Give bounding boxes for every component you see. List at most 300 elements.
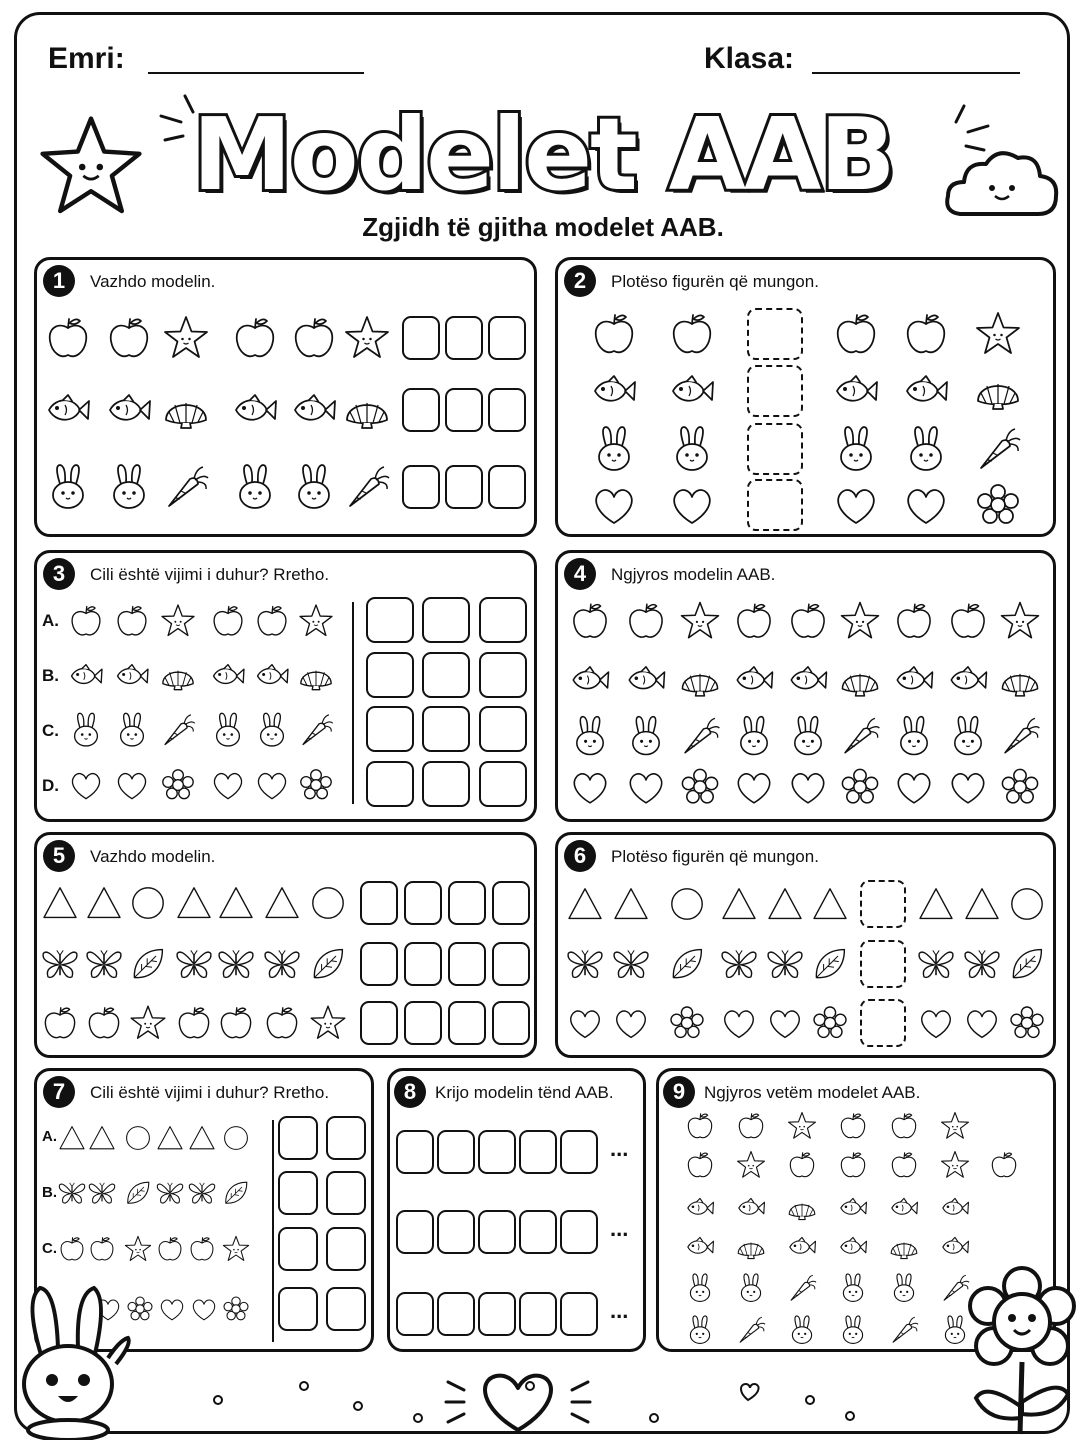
- butterfly-icon: [84, 944, 124, 984]
- leaf-icon: [308, 944, 348, 984]
- apple-icon: [40, 1003, 80, 1043]
- apple-icon: [262, 1003, 302, 1043]
- carrot-icon: [838, 714, 882, 758]
- apple-icon: [786, 1149, 818, 1181]
- apple-icon: [67, 602, 105, 640]
- butterfly-icon: [765, 944, 805, 984]
- carrot-icon: [342, 462, 392, 512]
- create-pattern-box[interactable]: [519, 1210, 557, 1254]
- butterfly-icon: [216, 944, 256, 984]
- create-pattern-box[interactable]: [437, 1292, 475, 1336]
- flower-icon: [838, 765, 882, 809]
- triangle-icon: [916, 884, 956, 924]
- shell-icon: [678, 658, 722, 702]
- shell-icon: [161, 385, 211, 435]
- bunny-icon: [892, 714, 936, 758]
- star-icon: [128, 1003, 168, 1043]
- answer-box[interactable]: [445, 388, 483, 432]
- circle-icon: [128, 883, 168, 923]
- heart-icon: [589, 480, 639, 530]
- flower-icon: [1007, 1003, 1047, 1043]
- star-icon: [308, 1003, 348, 1043]
- butterfly-icon: [57, 1178, 87, 1208]
- butterfly-icon: [40, 944, 80, 984]
- heart-icon: [901, 480, 951, 530]
- apple-icon: [216, 1003, 256, 1043]
- answer-box[interactable]: [402, 465, 440, 509]
- option-label-b: B.: [42, 666, 59, 685]
- create-pattern-box[interactable]: [437, 1210, 475, 1254]
- carrot-icon: [786, 1272, 818, 1304]
- create-pattern-box[interactable]: [396, 1130, 434, 1174]
- page-title: Modelet AAB: [192, 96, 894, 213]
- answer-box[interactable]: [448, 881, 486, 925]
- shell-icon: [735, 1231, 767, 1263]
- triangle-icon: [155, 1123, 185, 1153]
- heart-icon: [765, 1003, 805, 1043]
- class-field[interactable]: [812, 46, 1020, 74]
- apple-icon: [57, 1234, 87, 1264]
- bunny-icon: [589, 424, 639, 474]
- heart-icon: [113, 766, 151, 804]
- triangle-icon: [810, 884, 850, 924]
- section-instruction: Ngjyros vetëm modelet AAB.: [704, 1083, 921, 1102]
- triangle-icon: [187, 1123, 217, 1153]
- section-instruction: Plotëso figurën që mungon.: [611, 272, 819, 291]
- shell-icon: [297, 657, 335, 695]
- fish-icon: [67, 657, 105, 695]
- circle-icon: [221, 1123, 251, 1153]
- missing-figure-box[interactable]: [747, 423, 803, 475]
- leaf-icon: [1007, 944, 1047, 984]
- leaf-icon: [221, 1178, 251, 1208]
- answer-option-box[interactable]: [366, 761, 414, 807]
- create-pattern-box[interactable]: [478, 1292, 516, 1336]
- name-label: Emri:: [48, 42, 125, 75]
- answer-box[interactable]: [488, 465, 526, 509]
- apple-icon: [209, 602, 247, 640]
- continue-dots: ...: [610, 1298, 629, 1323]
- fish-icon: [939, 1192, 971, 1224]
- carrot-icon: [159, 711, 197, 749]
- answer-option-box[interactable]: [326, 1227, 366, 1271]
- apple-icon: [174, 1003, 214, 1043]
- heart-icon: [719, 1003, 759, 1043]
- continue-dots: ...: [610, 1216, 629, 1241]
- section-number: 6: [564, 840, 596, 872]
- apple-icon: [43, 313, 93, 363]
- carrot-icon: [973, 424, 1023, 474]
- section-instruction: Cili është vijimi i duhur? Rretho.: [90, 565, 330, 584]
- option-label-b: B.: [42, 1184, 57, 1201]
- missing-figure-box[interactable]: [860, 940, 906, 988]
- answer-option-box[interactable]: [278, 1287, 318, 1331]
- answer-box[interactable]: [404, 881, 442, 925]
- smiling-flower-icon: [966, 1266, 1078, 1438]
- apple-icon: [684, 1110, 716, 1142]
- answer-option-box[interactable]: [366, 706, 414, 752]
- section-instruction: Plotëso figurën që mungon.: [611, 847, 819, 866]
- answer-option-box[interactable]: [326, 1171, 366, 1215]
- section-number: 3: [43, 558, 75, 590]
- bunny-icon: [837, 1272, 869, 1304]
- fish-icon: [837, 1192, 869, 1224]
- answer-option-box[interactable]: [278, 1171, 318, 1215]
- bunny-icon: [230, 462, 280, 512]
- star-icon: [123, 1234, 153, 1264]
- apple-icon: [624, 599, 668, 643]
- apple-icon: [946, 599, 990, 643]
- leaf-icon: [810, 944, 850, 984]
- triangle-icon: [87, 1123, 117, 1153]
- answer-box[interactable]: [492, 942, 530, 986]
- option-label-a: A.: [42, 611, 59, 630]
- fish-icon: [786, 658, 830, 702]
- fish-icon: [892, 658, 936, 702]
- answer-option-box[interactable]: [366, 597, 414, 643]
- heart-icon: [565, 1003, 605, 1043]
- create-pattern-box[interactable]: [396, 1210, 434, 1254]
- create-pattern-box[interactable]: [437, 1130, 475, 1174]
- answer-box[interactable]: [360, 942, 398, 986]
- leaf-icon: [123, 1178, 153, 1208]
- answer-option-box[interactable]: [479, 597, 527, 643]
- missing-figure-box[interactable]: [860, 999, 906, 1047]
- triangle-icon: [565, 884, 605, 924]
- shell-icon: [888, 1231, 920, 1263]
- create-pattern-box[interactable]: [396, 1292, 434, 1336]
- shell-icon: [973, 366, 1023, 416]
- apple-icon: [589, 309, 639, 359]
- fish-icon: [939, 1231, 971, 1263]
- option-label-c: C.: [42, 721, 59, 740]
- triangle-icon: [57, 1123, 87, 1153]
- butterfly-icon: [611, 944, 651, 984]
- triangle-icon: [262, 883, 302, 923]
- fish-icon: [786, 1231, 818, 1263]
- triangle-icon: [84, 883, 124, 923]
- bunny-icon: [289, 462, 339, 512]
- heart-icon: [946, 765, 990, 809]
- butterfly-icon: [155, 1178, 185, 1208]
- waving-bunny-icon: [4, 1280, 140, 1440]
- smiling-cloud-icon: [942, 140, 1062, 224]
- fish-icon: [230, 385, 280, 435]
- apple-icon: [888, 1149, 920, 1181]
- bunny-icon: [43, 462, 93, 512]
- shell-icon: [838, 658, 882, 702]
- section-number: 9: [663, 1076, 695, 1108]
- section-instruction: Cili është vijimi i duhur? Rretho.: [90, 1083, 330, 1102]
- apple-icon: [667, 309, 717, 359]
- apple-icon: [253, 602, 291, 640]
- answer-box[interactable]: [445, 316, 483, 360]
- fish-icon: [589, 366, 639, 416]
- page-subtitle: Zgjidh të gjitha modelet AAB.: [362, 212, 724, 242]
- shell-icon: [342, 385, 392, 435]
- apple-icon: [901, 309, 951, 359]
- apple-icon: [786, 599, 830, 643]
- answer-option-box[interactable]: [479, 652, 527, 698]
- butterfly-icon: [174, 944, 214, 984]
- circle-icon: [308, 883, 348, 923]
- fish-icon: [43, 385, 93, 435]
- flower-icon: [973, 480, 1023, 530]
- answer-box[interactable]: [492, 881, 530, 925]
- flower-icon: [667, 1003, 707, 1043]
- answer-option-box[interactable]: [479, 761, 527, 807]
- options-divider: [272, 1120, 274, 1342]
- bunny-icon: [786, 1314, 818, 1346]
- apple-icon: [113, 602, 151, 640]
- triangle-icon: [962, 884, 1002, 924]
- star-icon: [786, 1110, 818, 1142]
- missing-figure-box[interactable]: [747, 365, 803, 417]
- bunny-icon: [67, 711, 105, 749]
- answer-option-box[interactable]: [326, 1287, 366, 1331]
- triangle-icon: [719, 884, 759, 924]
- apple-icon: [104, 313, 154, 363]
- section-instruction: Vazhdo modelin.: [90, 272, 216, 291]
- apple-icon: [289, 313, 339, 363]
- star-icon: [939, 1149, 971, 1181]
- heart-icon: [831, 480, 881, 530]
- apple-icon: [735, 1110, 767, 1142]
- butterfly-icon: [719, 944, 759, 984]
- heart-icon: [916, 1003, 956, 1043]
- triangle-icon: [611, 884, 651, 924]
- bunny-icon: [684, 1314, 716, 1346]
- answer-option-box[interactable]: [326, 1116, 366, 1160]
- apple-icon: [888, 1110, 920, 1142]
- fish-icon: [684, 1231, 716, 1263]
- section-number: 1: [43, 265, 75, 297]
- circle-icon: [1007, 884, 1047, 924]
- apple-icon: [892, 599, 936, 643]
- bunny-icon: [735, 1272, 767, 1304]
- create-pattern-box[interactable]: [560, 1210, 598, 1254]
- fish-icon: [253, 657, 291, 695]
- apple-icon: [187, 1234, 217, 1264]
- heart-icon: [892, 765, 936, 809]
- answer-box[interactable]: [402, 388, 440, 432]
- section-number: 8: [394, 1076, 426, 1108]
- fish-icon: [667, 366, 717, 416]
- fish-icon: [732, 658, 776, 702]
- star-icon: [838, 599, 882, 643]
- create-pattern-box[interactable]: [519, 1130, 557, 1174]
- star-icon: [342, 313, 392, 363]
- create-pattern-box[interactable]: [478, 1210, 516, 1254]
- fish-icon: [888, 1192, 920, 1224]
- flower-icon: [678, 765, 722, 809]
- star-icon: [735, 1149, 767, 1181]
- heart-icon: [209, 766, 247, 804]
- fish-icon: [831, 366, 881, 416]
- section-instruction: Krijo modelin tënd AAB.: [435, 1083, 614, 1102]
- option-label-a: A.: [42, 1128, 57, 1145]
- answer-box[interactable]: [404, 1001, 442, 1045]
- butterfly-icon: [262, 944, 302, 984]
- option-label-d: D.: [42, 776, 59, 795]
- star-icon: [678, 599, 722, 643]
- bunny-icon: [624, 714, 668, 758]
- bunny-icon: [209, 711, 247, 749]
- bunny-icon: [901, 424, 951, 474]
- star-icon: [297, 602, 335, 640]
- answer-box[interactable]: [448, 942, 486, 986]
- answer-box[interactable]: [360, 1001, 398, 1045]
- bunny-icon: [786, 714, 830, 758]
- answer-option-box[interactable]: [422, 597, 470, 643]
- heart-icon: [732, 765, 776, 809]
- shell-icon: [998, 658, 1042, 702]
- option-label-c: C.: [42, 1240, 57, 1257]
- bunny-icon: [684, 1272, 716, 1304]
- fish-icon: [113, 657, 151, 695]
- butterfly-icon: [565, 944, 605, 984]
- answer-box[interactable]: [445, 465, 483, 509]
- flower-icon: [810, 1003, 850, 1043]
- sparkle-lines-icon: [155, 90, 205, 150]
- heart-icon: [962, 1003, 1002, 1043]
- shell-icon: [786, 1192, 818, 1224]
- apple-icon: [837, 1149, 869, 1181]
- heart-icon: [667, 480, 717, 530]
- apple-icon: [155, 1234, 185, 1264]
- fish-icon: [289, 385, 339, 435]
- create-pattern-box[interactable]: [478, 1130, 516, 1174]
- star-icon: [221, 1234, 251, 1264]
- heart-icon: [189, 1294, 219, 1324]
- heart-icon: [67, 766, 105, 804]
- star-icon: [973, 309, 1023, 359]
- star-icon: [159, 602, 197, 640]
- fish-icon: [901, 366, 951, 416]
- butterfly-icon: [962, 944, 1002, 984]
- butterfly-icon: [187, 1178, 217, 1208]
- missing-figure-box[interactable]: [747, 479, 803, 531]
- carrot-icon: [678, 714, 722, 758]
- flower-icon: [221, 1294, 251, 1324]
- heart-icon: [568, 765, 612, 809]
- leaf-icon: [667, 944, 707, 984]
- flower-icon: [998, 765, 1042, 809]
- triangle-icon: [216, 883, 256, 923]
- butterfly-icon: [916, 944, 956, 984]
- answer-box[interactable]: [404, 942, 442, 986]
- apple-icon: [837, 1110, 869, 1142]
- answer-option-box[interactable]: [366, 652, 414, 698]
- butterfly-icon: [87, 1178, 117, 1208]
- answer-option-box[interactable]: [422, 706, 470, 752]
- circle-icon: [123, 1123, 153, 1153]
- continue-dots: ...: [610, 1136, 629, 1161]
- carrot-icon: [161, 462, 211, 512]
- create-pattern-box[interactable]: [560, 1130, 598, 1174]
- apple-icon: [988, 1149, 1020, 1181]
- answer-box[interactable]: [488, 316, 526, 360]
- heart-icon: [253, 766, 291, 804]
- bunny-icon: [253, 711, 291, 749]
- answer-box[interactable]: [360, 881, 398, 925]
- bunny-icon: [888, 1272, 920, 1304]
- apple-icon: [568, 599, 612, 643]
- smiling-star-icon: [36, 112, 146, 222]
- create-pattern-box[interactable]: [560, 1292, 598, 1336]
- bunny-icon: [104, 462, 154, 512]
- bunny-icon: [837, 1314, 869, 1346]
- fish-icon: [684, 1192, 716, 1224]
- leaf-icon: [128, 944, 168, 984]
- flower-icon: [297, 766, 335, 804]
- fish-icon: [104, 385, 154, 435]
- fish-icon: [624, 658, 668, 702]
- triangle-icon: [174, 883, 214, 923]
- missing-figure-box[interactable]: [747, 308, 803, 360]
- shell-icon: [159, 657, 197, 695]
- apple-icon: [230, 313, 280, 363]
- apple-icon: [684, 1149, 716, 1181]
- heart-icon: [157, 1294, 187, 1324]
- carrot-icon: [998, 714, 1042, 758]
- answer-box[interactable]: [402, 316, 440, 360]
- apple-icon: [732, 599, 776, 643]
- name-field[interactable]: [148, 46, 364, 74]
- fish-icon: [837, 1231, 869, 1263]
- bunny-icon: [946, 714, 990, 758]
- section-instruction: Vazhdo modelin.: [90, 847, 216, 866]
- missing-figure-box[interactable]: [860, 880, 906, 928]
- answer-box[interactable]: [488, 388, 526, 432]
- options-divider: [352, 602, 354, 804]
- heart-icon: [786, 765, 830, 809]
- bunny-icon: [732, 714, 776, 758]
- section-instruction: Ngjyros modelin AAB.: [611, 565, 776, 584]
- star-icon: [161, 313, 211, 363]
- answer-option-box[interactable]: [278, 1116, 318, 1160]
- create-pattern-box[interactable]: [519, 1292, 557, 1336]
- class-label: Klasa:: [704, 42, 795, 75]
- answer-box[interactable]: [448, 1001, 486, 1045]
- answer-box[interactable]: [492, 1001, 530, 1045]
- heart-icon: [624, 765, 668, 809]
- fish-icon: [735, 1192, 767, 1224]
- star-icon: [998, 599, 1042, 643]
- answer-option-box[interactable]: [422, 652, 470, 698]
- section-number: 7: [43, 1076, 75, 1108]
- fish-icon: [946, 658, 990, 702]
- section-number: 2: [564, 265, 596, 297]
- answer-option-box[interactable]: [479, 706, 527, 752]
- section-number: 5: [43, 840, 75, 872]
- heart-icon: [611, 1003, 651, 1043]
- flower-icon: [159, 766, 197, 804]
- answer-option-box[interactable]: [278, 1227, 318, 1271]
- apple-icon: [84, 1003, 124, 1043]
- bunny-icon: [113, 711, 151, 749]
- decorative-dots: [150, 1380, 970, 1430]
- fish-icon: [568, 658, 612, 702]
- circle-icon: [667, 884, 707, 924]
- star-icon: [939, 1110, 971, 1142]
- answer-option-box[interactable]: [422, 761, 470, 807]
- bunny-icon: [568, 714, 612, 758]
- carrot-icon: [297, 711, 335, 749]
- carrot-icon: [888, 1314, 920, 1346]
- section-number: 4: [564, 558, 596, 590]
- carrot-icon: [735, 1314, 767, 1346]
